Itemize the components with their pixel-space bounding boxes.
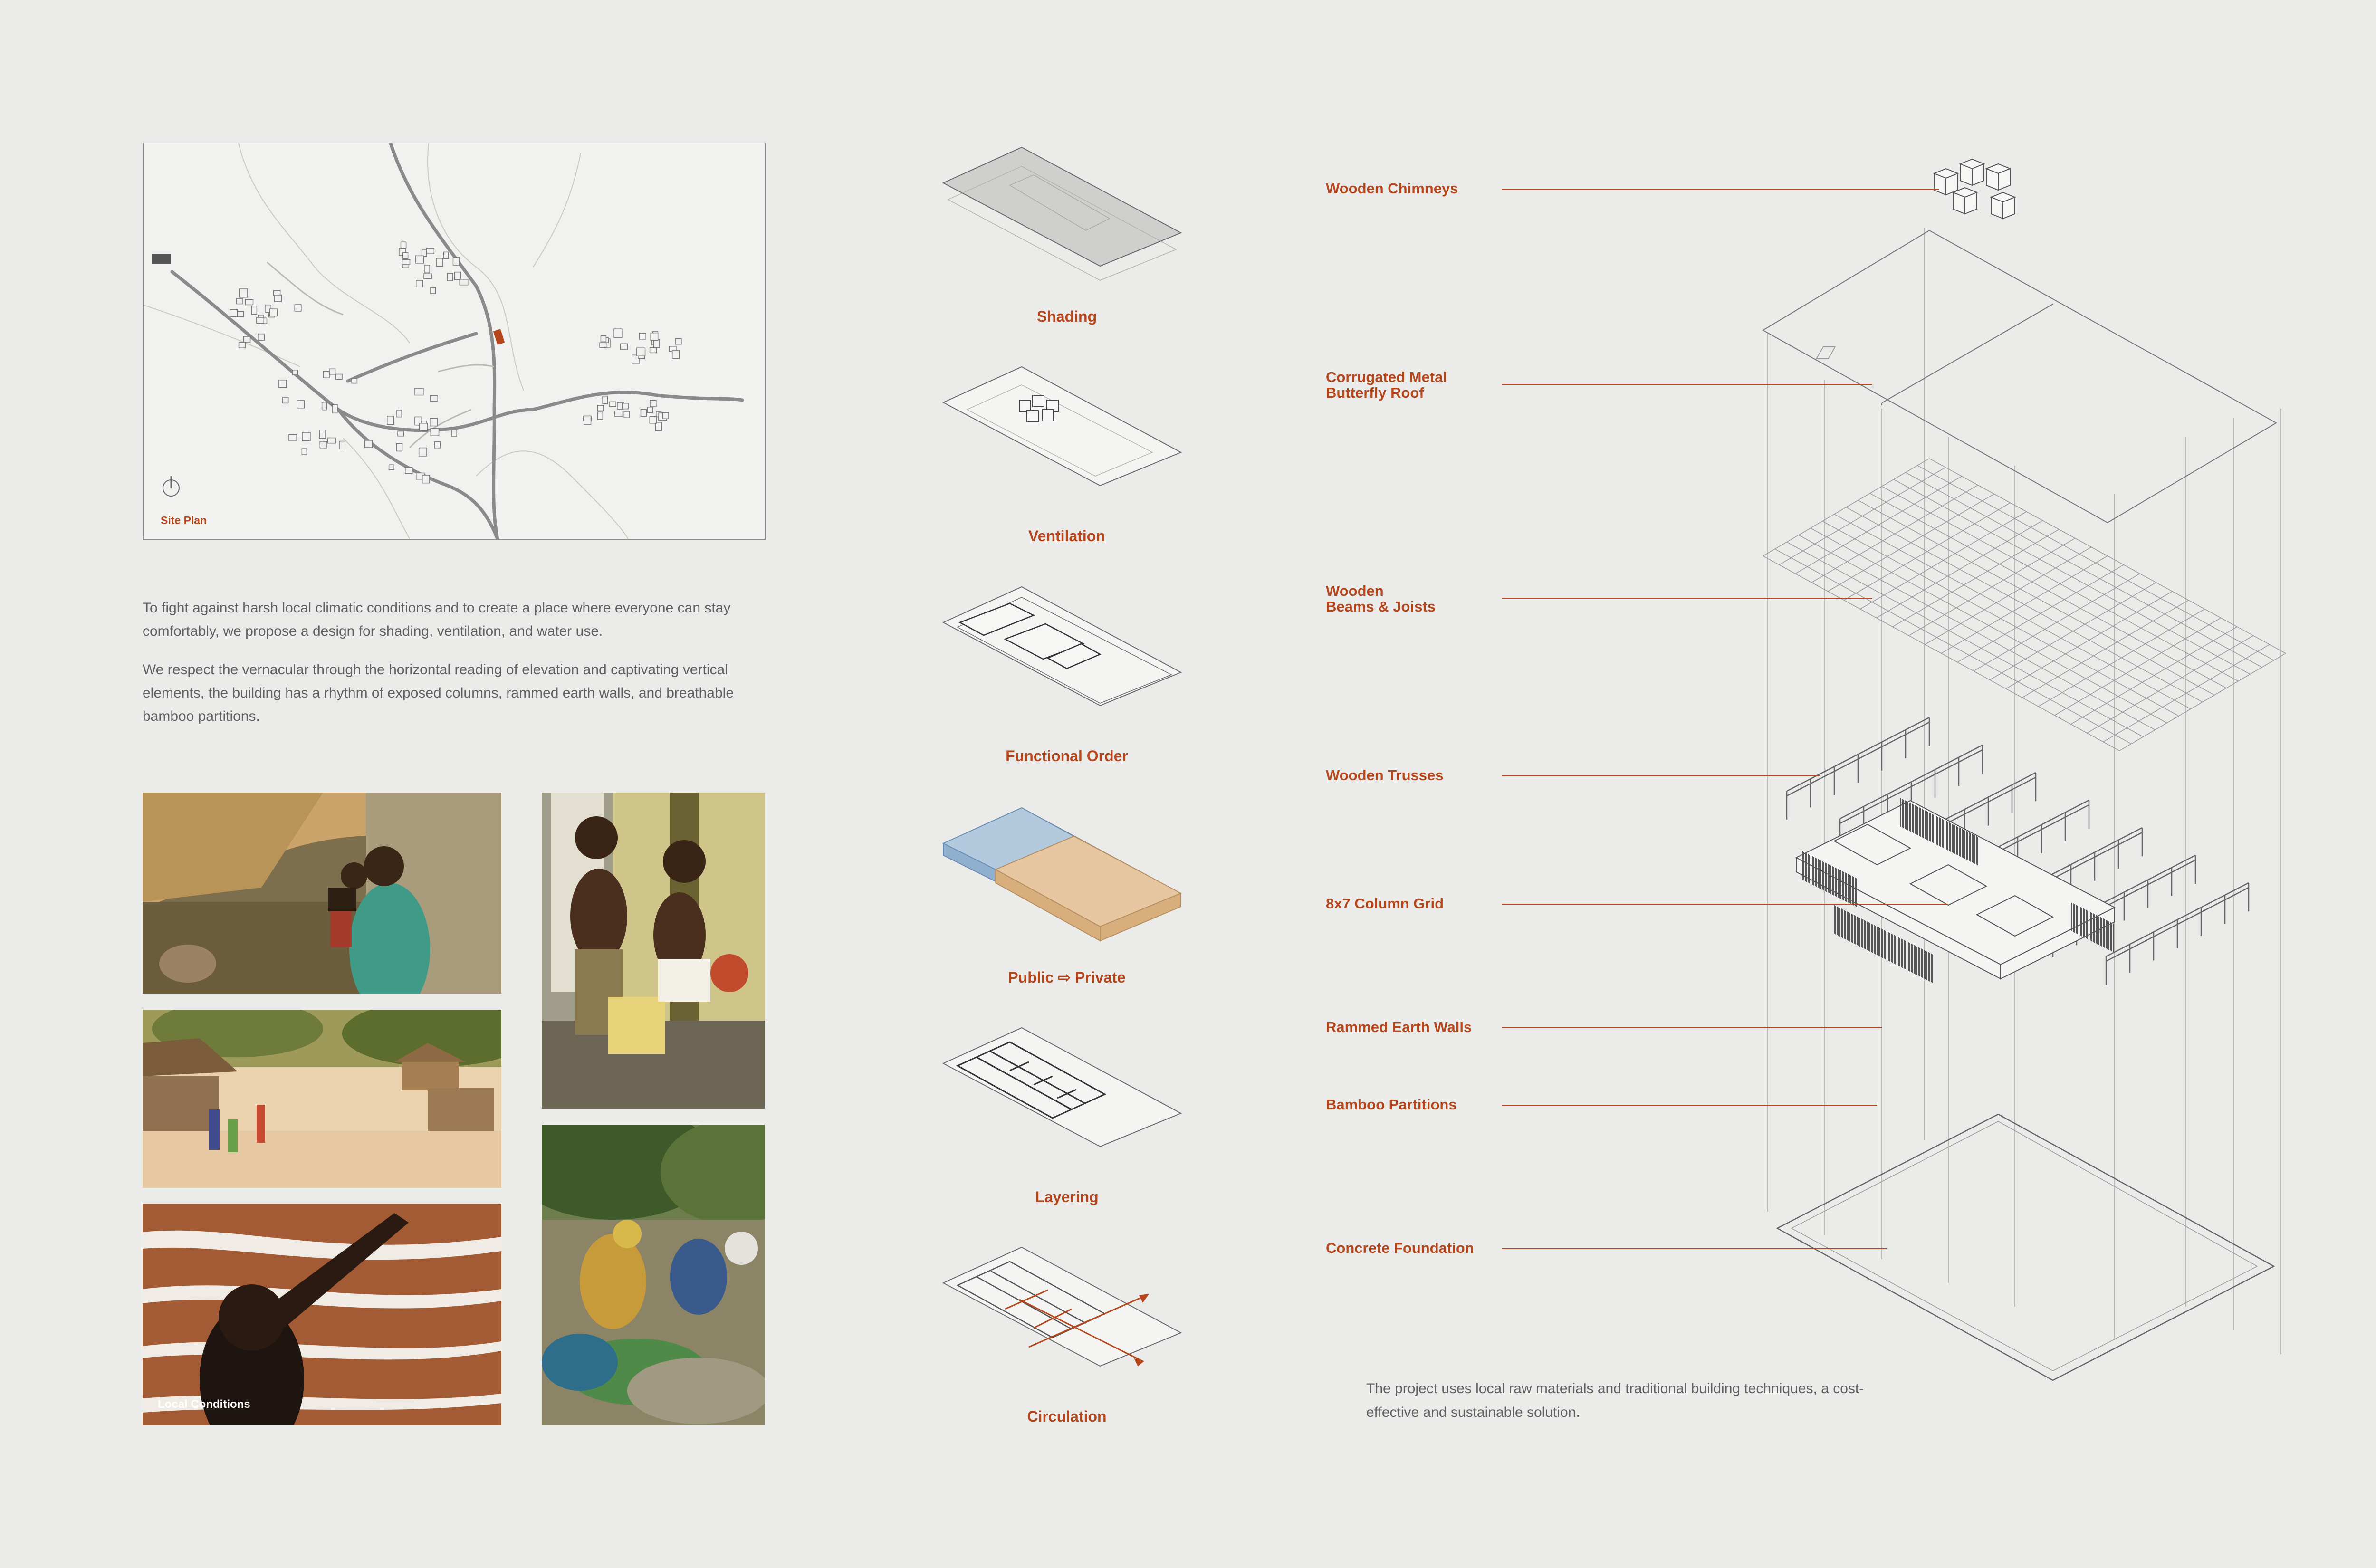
hut-footprint xyxy=(402,259,410,265)
diagram-label-public-private: Public ⇨ Private xyxy=(1008,969,1126,986)
beam-line xyxy=(1941,556,2108,653)
hut-footprint xyxy=(398,431,404,436)
hut-footprint xyxy=(339,441,345,449)
beam-line xyxy=(1811,485,1978,583)
hut-footprint xyxy=(422,475,430,483)
hut-footprint xyxy=(610,402,616,406)
concrete-foundation xyxy=(1777,1114,2274,1380)
diagram-shading xyxy=(939,138,1195,337)
hut-footprint xyxy=(244,336,250,342)
hut-footprint xyxy=(650,348,657,353)
hut-footprint xyxy=(597,405,604,411)
callout-wooden-trusses: Wooden Trusses xyxy=(1326,767,1444,784)
exploded-axonometric xyxy=(1711,143,2305,1387)
hut-footprint xyxy=(258,334,265,341)
hut-footprint xyxy=(455,272,461,280)
callout-concrete-foundation: Concrete Foundation xyxy=(1326,1240,1474,1256)
woman-with-child-photo xyxy=(143,793,501,994)
hut-footprint xyxy=(415,388,423,395)
intro-paragraph: To fight against harsh local climatic conditions and to create a place where everyone can stay comfortably, we propose a design for shading, ventilation, and water use. xyxy=(143,600,731,639)
leader-roof xyxy=(1502,384,1872,385)
hut-footprint xyxy=(364,440,372,448)
diagram-label-ventilation: Ventilation xyxy=(1028,527,1105,545)
hut-footprint xyxy=(453,258,459,265)
hut-footprint xyxy=(397,444,402,451)
diagram-label-circulation: Circulation xyxy=(1027,1408,1107,1425)
hut-footprint xyxy=(403,252,408,258)
hut-footprint xyxy=(279,380,287,388)
site-plan-map xyxy=(143,143,766,540)
village-street-photo xyxy=(143,1010,501,1188)
hut-footprint xyxy=(246,299,253,305)
beam-line xyxy=(1860,512,2027,609)
hut-footprint xyxy=(295,305,301,311)
butterfly-roof xyxy=(1763,230,2276,523)
hut-footprint xyxy=(603,396,607,404)
callout-wooden-chimneys: Wooden Chimneys xyxy=(1326,180,1458,197)
hut-footprint xyxy=(650,401,656,407)
hut-footprint xyxy=(293,370,298,375)
beam-line xyxy=(2006,592,2172,689)
callout-column-grid: 8x7 Column Grid xyxy=(1326,895,1444,912)
hut-footprint xyxy=(401,242,406,248)
hut-footprint xyxy=(425,265,430,273)
beam-line xyxy=(2055,618,2221,715)
beam-line xyxy=(2022,600,2188,698)
hut-footprint xyxy=(597,412,603,420)
hut-footprint xyxy=(601,336,606,342)
callout-rammed-earth-walls: Rammed Earth Walls xyxy=(1326,1019,1472,1035)
diagram-label-layering: Layering xyxy=(1035,1188,1099,1205)
hut-footprint xyxy=(269,309,277,316)
vertical-projection-lines xyxy=(1768,228,2281,1354)
hut-footprint xyxy=(431,287,436,294)
hut-footprint xyxy=(419,448,427,456)
leader-trusses xyxy=(1502,775,1820,776)
leader-columns xyxy=(1502,904,1948,905)
hut-footprint xyxy=(436,258,443,267)
beam-line xyxy=(2071,627,2237,724)
beam-line xyxy=(1828,494,1994,592)
beam-line xyxy=(1957,565,2124,662)
hut-footprint xyxy=(389,465,394,470)
beam-line xyxy=(1925,547,2091,644)
hut-footprint xyxy=(415,256,423,263)
beam-line xyxy=(2119,653,2286,751)
hut-footprint xyxy=(600,343,606,347)
hut-footprint xyxy=(236,299,243,304)
leader-bamboo xyxy=(1502,1105,1877,1106)
hut-footprint xyxy=(650,417,656,423)
diagram-circulation xyxy=(939,1238,1195,1437)
hut-footprint xyxy=(662,413,669,419)
hut-footprint xyxy=(621,344,628,349)
beam-line xyxy=(1877,520,2043,618)
hut-footprint xyxy=(239,289,248,297)
site-plan-drawing xyxy=(144,143,765,539)
north-arrow-icon xyxy=(163,476,179,496)
beam-line xyxy=(2103,644,2270,742)
callout-beams-joists: Wooden Beams & Joists xyxy=(1326,583,1436,615)
hut-footprint xyxy=(424,274,431,279)
diagram-label-functional-order: Functional Order xyxy=(1006,747,1128,765)
chimneys xyxy=(1934,159,2015,219)
hut-footprint xyxy=(302,432,310,441)
hut-footprint xyxy=(283,397,288,403)
hut-footprint xyxy=(352,379,357,383)
hut-footprint xyxy=(257,317,264,323)
hut-footprint xyxy=(302,449,307,455)
beam-line xyxy=(2087,636,2253,733)
hut-footprint xyxy=(672,350,680,358)
hut-footprint xyxy=(622,403,628,409)
hut-footprint xyxy=(329,369,335,375)
hut-footprint xyxy=(324,371,329,378)
hut-footprint xyxy=(416,280,423,287)
diagram-functional-order xyxy=(939,577,1195,777)
project-note: The project uses local raw materials and traditional building techniques, a cost-effective and sustainable solution. xyxy=(1366,1381,1864,1420)
hut-footprint xyxy=(405,468,412,474)
children-with-container-photo xyxy=(542,793,765,1109)
hut-footprint xyxy=(426,248,434,254)
hut-footprint xyxy=(332,404,337,413)
local-conditions-caption: Local Conditions xyxy=(158,1398,250,1411)
beam-line xyxy=(1893,529,2059,627)
hut-footprint xyxy=(447,273,453,281)
hut-footprint xyxy=(297,401,304,408)
hut-footprint xyxy=(230,309,237,316)
hut-footprint xyxy=(641,410,646,417)
diagram-label-shading: Shading xyxy=(1036,308,1097,325)
hut-footprint xyxy=(637,348,645,356)
beam-line xyxy=(1909,538,2075,636)
beam-line xyxy=(1763,459,1929,556)
site-plan-label: Site Plan xyxy=(161,514,207,526)
hut-footprint xyxy=(639,333,646,339)
callout-butterfly-roof: Corrugated Metal Butterfly Roof xyxy=(1326,369,1447,401)
hut-footprint xyxy=(614,329,622,337)
beam-line xyxy=(1844,503,2010,600)
vernacular-paragraph: We respect the vernacular through the horizontal reading of elevation and captivating vertical elements, the building has a rhythm of exposed columns, rammed earth walls, and breathable bamboo partitions. xyxy=(143,662,734,724)
hut-footprint xyxy=(320,441,327,448)
hut-footprint xyxy=(419,423,427,431)
hut-footprint xyxy=(431,429,439,436)
hut-footprint xyxy=(460,279,468,285)
hut-footprint xyxy=(435,442,441,448)
hut-footprint xyxy=(584,416,591,424)
beam-line xyxy=(2039,609,2205,707)
diagram-layering xyxy=(939,1018,1195,1218)
hut-footprint xyxy=(676,339,681,344)
diagram-ventilation xyxy=(939,357,1195,557)
hut-footprint xyxy=(239,342,246,348)
beam-line xyxy=(1779,468,1945,565)
rammed-earth-wall-photo xyxy=(143,1204,501,1425)
hut-footprint xyxy=(336,374,342,380)
hut-footprint xyxy=(443,252,448,258)
diagram-public-private xyxy=(939,798,1195,998)
project-site-marker xyxy=(493,329,505,344)
hut-footprint xyxy=(452,430,457,436)
hut-footprint xyxy=(430,418,438,426)
beam-line xyxy=(1795,476,1962,574)
hut-footprint xyxy=(288,435,297,440)
hut-footprint xyxy=(327,438,335,443)
leader-walls xyxy=(1502,1027,1882,1028)
hut-footprint xyxy=(651,333,658,341)
callout-bamboo-partitions: Bamboo Partitions xyxy=(1326,1096,1457,1113)
hut-footprint xyxy=(387,416,394,425)
hut-footprint xyxy=(431,396,438,401)
hut-footprint xyxy=(319,430,326,438)
hut-footprint xyxy=(275,295,281,302)
hut-footprint xyxy=(624,411,629,418)
hut-footprint xyxy=(252,306,257,314)
leader-beams xyxy=(1502,598,1872,599)
leader-foundation xyxy=(1502,1248,1887,1249)
hut-footprint xyxy=(397,410,402,417)
hut-footprint xyxy=(614,411,623,416)
beams-joists xyxy=(1763,459,2286,751)
leader-chimneys xyxy=(1502,189,1939,190)
women-gathering-photo xyxy=(542,1125,765,1425)
hut-footprint xyxy=(648,407,653,413)
hut-footprint xyxy=(322,402,327,410)
